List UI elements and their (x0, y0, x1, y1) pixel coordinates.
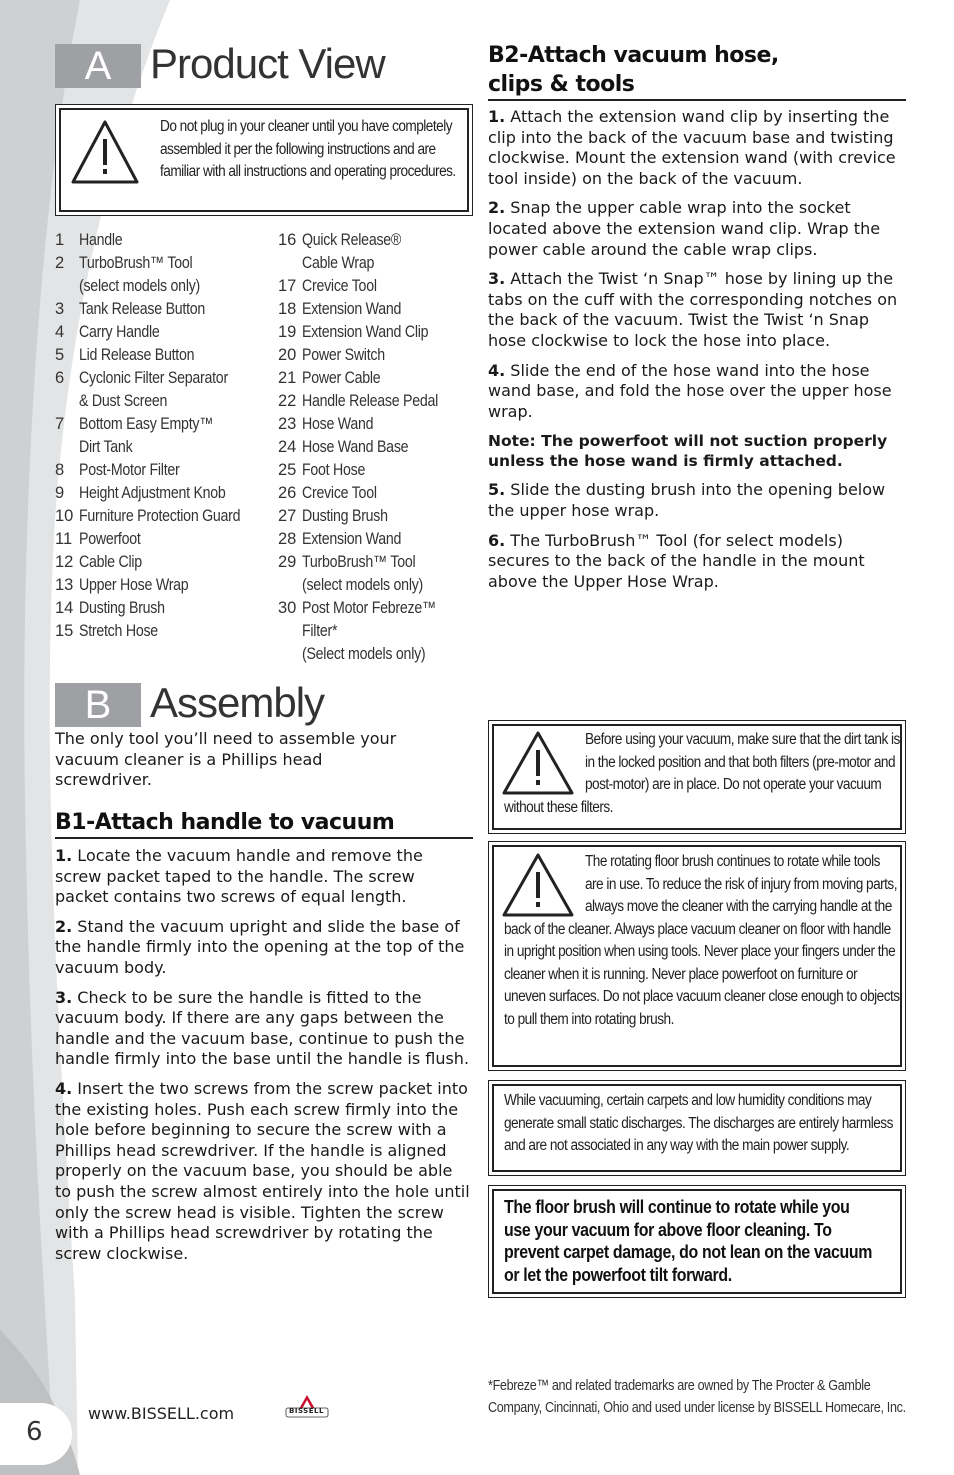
part-label: Power Cable (302, 369, 381, 387)
parts-list-item (278, 551, 478, 597)
part-number: 7 (55, 415, 65, 433)
part-number: 5 (55, 346, 65, 364)
part-number: 26 (278, 484, 297, 502)
part-label: TurboBrush™ Tool (select models only) (302, 553, 424, 594)
instruction-step (488, 269, 908, 351)
part-number: 21 (278, 369, 297, 387)
part-label: Dusting Brush (302, 507, 388, 525)
parts-list-item (55, 574, 270, 597)
parts-list-item (278, 367, 478, 390)
filter-warning-text (504, 729, 900, 819)
part-number: 22 (278, 392, 297, 410)
part-number: 16 (278, 231, 297, 249)
part-label: Bottom Easy Empty™ Dirt Tank (79, 415, 214, 456)
step-number: 5. (488, 480, 506, 500)
section-a-letter: A (55, 44, 141, 88)
part-number: 30 (278, 599, 297, 617)
part-number: 25 (278, 461, 297, 479)
part-number: 4 (55, 323, 65, 341)
step-text: Snap the upper cable wrap into the socket located above the extension wand clip. Wrap the power cable around the cable wrap clips. (488, 198, 881, 259)
part-number: 29 (278, 553, 297, 571)
b2-steps (488, 107, 908, 601)
parts-list-item (278, 413, 478, 436)
filter-warning-box (488, 720, 906, 834)
step-number: 6. (488, 530, 506, 550)
part-number: 12 (55, 553, 74, 571)
part-label: Carry Handle (79, 323, 160, 341)
instruction-step (488, 107, 908, 189)
brush-warning-text (504, 851, 900, 1031)
parts-list-item (55, 321, 270, 344)
step-number: 1. (55, 846, 73, 865)
part-number: 19 (278, 323, 297, 341)
brush-warning-copy: The rotating floor brush continues to rotate while tools are in use. To reduce the risk of injury from moving parts, always move the cleaner with the carrying handle at the back of the cleaner. Always place vacuum cleaner on floor with handle in upright position when using tools. Never place your fingers under the cleaner when it is running. Never place powerfoot on furniture or uneven surfaces. Do not place vacuum cleaner close enough to objects to pull them into rotating brush. (504, 853, 900, 1028)
step-text: Locate the vacuum handle and remove the screw packet taped to the handle. The screw packet contains two screws of equal length. (55, 846, 423, 907)
part-label: Cyclonic Filter Separator & Dust Screen (79, 369, 228, 410)
parts-list-item (278, 436, 478, 459)
parts-list-right (278, 229, 478, 666)
part-number: 9 (55, 484, 65, 502)
part-number: 24 (278, 438, 297, 456)
parts-list-item (55, 482, 270, 505)
website-link[interactable]: www.BISSELL.com (88, 1404, 235, 1423)
part-label: Upper Hose Wrap (79, 576, 189, 594)
b2-heading-line1: B2-Attach vacuum hose, (488, 43, 779, 68)
b2-heading (488, 41, 906, 101)
step-text: Check to be sure the handle is fitted to the vacuum body. If there are any gaps between the handle and the vacuum base, continue to push the handle firmly into the base until the handle is flush. (55, 987, 470, 1069)
floor-brush-caution-text: The floor brush will continue to rotate while you use your vacuum for above floor cleaning. To prevent carpet damage, do not lean on the vacuum or let the powerfoot tilt forward. (504, 1196, 873, 1285)
step-text: Insert the two screws from the screw packet into the existing holes. Push each screw firmly into the hole before beginning to secure the screw with a Phillips head screwdriver. If the handle is aligned properly on the vacuum base, you should be able to push the screw almost entirely into the hole until only the screw head is visible. Tighten the screw with a Phillips head screwdriver by rotating the screw clockwise. (55, 1078, 470, 1263)
part-label: Powerfoot (79, 530, 141, 548)
parts-list-item (55, 367, 270, 413)
part-number: 6 (55, 369, 65, 387)
instruction-step (55, 846, 473, 908)
footnote-line2: Company, Cincinnati, Ohio and used under license by BISSELL Homecare, Inc. (488, 1399, 906, 1416)
parts-list-item (55, 298, 270, 321)
part-number: 20 (278, 346, 297, 364)
part-label: Hose Wand Base (302, 438, 409, 456)
parts-list-item (278, 505, 478, 528)
part-label: Extension Wand Clip (302, 323, 429, 341)
section-b-title: Assembly (150, 679, 325, 726)
part-number: 2 (55, 254, 65, 272)
section-a-title: Product View (150, 40, 385, 87)
parts-list-item (278, 275, 478, 298)
parts-list-item (55, 413, 270, 459)
parts-list-item (278, 344, 478, 367)
part-label: Furniture Protection Guard (79, 507, 241, 525)
parts-list-item (278, 528, 478, 551)
parts-list-left (55, 229, 270, 643)
part-label: Crevice Tool (302, 484, 377, 502)
part-label: TurboBrush™ Tool (select models only) (79, 254, 201, 295)
part-number: 27 (278, 507, 297, 525)
step-text: Stand the vacuum upright and slide the base of the handle firmly into the opening at the top of the vacuum body. (55, 916, 465, 977)
step-number: 4. (488, 360, 506, 380)
part-label: Post-Motor Filter (79, 461, 180, 479)
parts-list-item (55, 551, 270, 574)
section-b-letter: B (55, 683, 141, 727)
instruction-step (55, 1079, 473, 1264)
parts-list-item (278, 321, 478, 344)
step-text: Attach the Twist ‘n Snap™ hose by lining up the tabs on the cuff with the corresponding notches on the back of the vacuum. Twist the Twist ‘n Snap hose clockwise to lock the hose into place. (488, 269, 898, 350)
part-number: 18 (278, 300, 297, 318)
part-label: Tank Release Button (79, 300, 206, 318)
parts-list-item (55, 505, 270, 528)
part-number: 14 (55, 599, 74, 617)
part-number: 10 (55, 507, 74, 525)
page-number-tab (0, 1403, 72, 1465)
instruction-step (488, 198, 908, 260)
step-number: 3. (488, 269, 506, 289)
part-number: 8 (55, 461, 65, 479)
part-label: Cable Clip (79, 553, 142, 571)
bissell-logo (285, 1393, 329, 1419)
parts-list-item (55, 597, 270, 620)
brush-warning-box (488, 841, 906, 1071)
parts-list-item (55, 528, 270, 551)
instruction-step (488, 480, 908, 521)
page-number: 6 (26, 1417, 43, 1447)
part-label: Extension Wand (302, 300, 402, 318)
part-number: 3 (55, 300, 65, 318)
warning-triangle-icon (70, 119, 140, 185)
step-number: 1. (488, 107, 506, 126)
parts-list-item (55, 459, 270, 482)
part-number: 1 (55, 231, 65, 249)
filter-warning-copy: Before using your vacuum, make sure that the dirt tank is in the locked position and that both filters (pre-motor and post-motor) are in place. Do not operate your vacuum without these filters. (504, 731, 900, 816)
part-label: Handle (79, 231, 123, 249)
bissell-logo-mark (285, 1393, 329, 1419)
part-label: Post Motor Febreze™ Filter* (Select models only) (302, 599, 436, 663)
part-label: Crevice Tool (302, 277, 377, 295)
parts-list-item (55, 344, 270, 367)
parts-list-item (278, 229, 478, 275)
instruction-step (488, 361, 908, 423)
b2-heading-line2: clips & tools (488, 72, 635, 97)
footnote-line1: *Febreze™ and related trademarks are owned by The Procter & Gamble (488, 1377, 871, 1394)
parts-list-item (278, 597, 478, 666)
b1-heading: B1-Attach handle to vacuum (55, 808, 473, 839)
step-text: Attach the extension wand clip by inserting the clip into the back of the vacuum base and twisting clockwise. Mount the extension wand (with crevice tool inside) on the back of the vacuum. (488, 107, 896, 188)
part-label: Stretch Hose (79, 622, 158, 640)
part-label: Quick Release® Cable Wrap (302, 231, 402, 272)
step-text: Slide the dusting brush into the opening below the upper hose wrap. (488, 480, 886, 520)
instruction-step (55, 988, 473, 1070)
static-info-box (488, 1080, 906, 1176)
step-text: Slide the end of the hose wand into the hose wand base, and fold the hose over the upper hose wrap. (488, 360, 892, 421)
unplug-warning-box (55, 104, 473, 216)
step-number: 2. (488, 198, 506, 218)
parts-list-item (55, 252, 270, 298)
febreze-footnote (488, 1375, 906, 1419)
step-text: The TurboBrush™ Tool (for select models) secures to the back of the handle in the mount above the Upper Hose Wrap. (488, 530, 865, 591)
step-number: 3. (55, 987, 73, 1007)
step-number: 2. (55, 916, 73, 936)
part-label: Power Switch (302, 346, 385, 364)
b1-steps (55, 846, 473, 1273)
parts-list-item (278, 482, 478, 505)
part-label: Handle Release Pedal (302, 392, 439, 410)
assembly-intro: The only tool you’ll need to assemble your vacuum cleaner is a Phillips head screwdriver. (55, 729, 397, 790)
part-label: Lid Release Button (79, 346, 195, 364)
floor-brush-caution-box (488, 1185, 906, 1298)
parts-list-item (278, 298, 478, 321)
part-number: 23 (278, 415, 297, 433)
part-number: 28 (278, 530, 297, 548)
step-number: 4. (55, 1078, 73, 1098)
part-number: 15 (55, 622, 74, 640)
instruction-step (488, 531, 908, 593)
part-label: Hose Wand (302, 415, 374, 433)
parts-list-item (278, 390, 478, 413)
part-label: Foot Hose (302, 461, 366, 479)
parts-list-item (278, 459, 478, 482)
static-info-text: While vacuuming, certain carpets and low humidity conditions may generate small static discharges. The discharges are entirely harmless and are not associated in any way with the main power supply. (504, 1092, 893, 1154)
b2-note: Note: The powerfoot will not suction properly unless the hose wand is firmly attached. (488, 432, 888, 471)
part-label: Height Adjustment Knob (79, 484, 226, 502)
unplug-warning-text: Do not plug in your cleaner until you have completely assembled it per the following instructions and are familiar with all instructions and operating procedures. (160, 118, 456, 180)
bissell-logo-text: BISSELL (289, 1407, 324, 1415)
part-number: 13 (55, 576, 74, 594)
parts-list-item (55, 620, 270, 643)
part-label: Dusting Brush (79, 599, 165, 617)
part-label: Extension Wand (302, 530, 402, 548)
part-number: 11 (55, 530, 73, 548)
part-number: 17 (278, 277, 297, 295)
instruction-step (55, 917, 473, 979)
parts-list-item (55, 229, 270, 252)
